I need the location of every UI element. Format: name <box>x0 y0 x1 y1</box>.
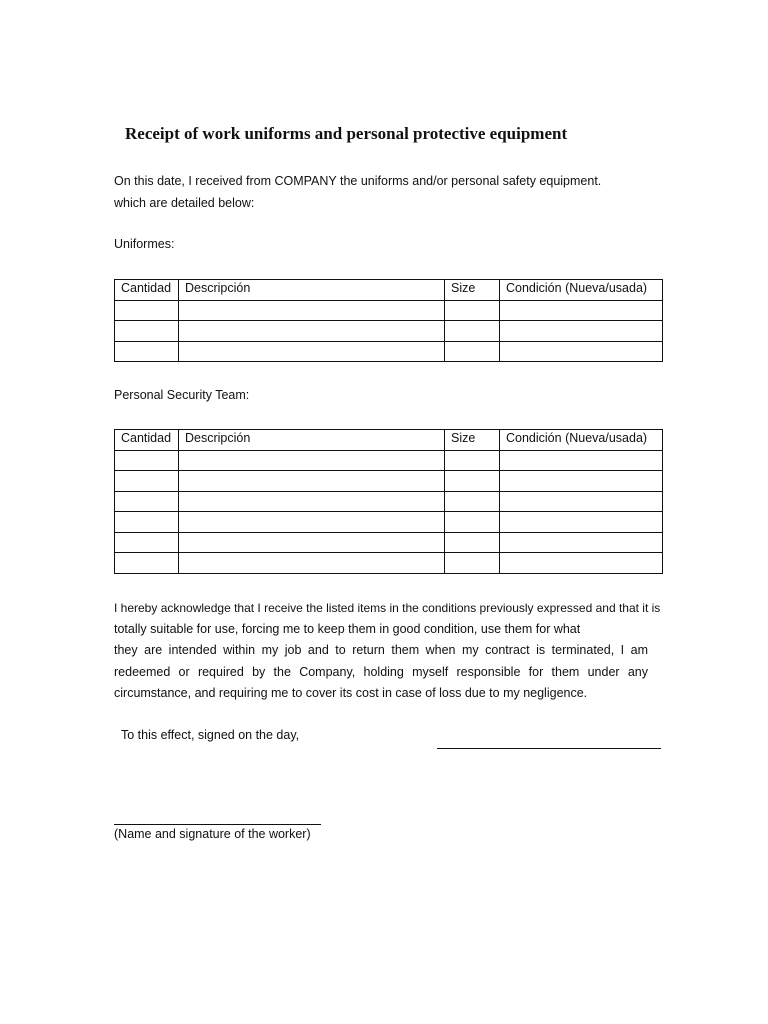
description-cell[interactable] <box>179 512 445 533</box>
table-row <box>115 491 663 512</box>
quantity-cell[interactable] <box>115 491 179 512</box>
intro-line-2: which are detailed below: <box>114 196 255 210</box>
security-equipment-table <box>114 429 663 574</box>
condition-cell[interactable] <box>500 471 663 492</box>
table-row <box>115 532 663 553</box>
quantity-cell[interactable] <box>115 341 179 362</box>
header-description: Descripción <box>179 280 445 301</box>
size-cell[interactable] <box>445 300 500 321</box>
signed-statement: To this effect, signed on the day, <box>121 728 300 742</box>
acknowledgement-paragraph <box>114 598 661 704</box>
date-signature-line[interactable] <box>437 748 661 749</box>
acknowledgement-line: circumstance, and requiring me to cover its cost in case of loss due to my negligence. <box>114 685 588 700</box>
worker-signature-line[interactable] <box>114 824 321 825</box>
table-row <box>115 471 663 492</box>
size-cell[interactable] <box>445 512 500 533</box>
worker-signature-caption: (Name and signature of the worker) <box>114 827 311 841</box>
table-row <box>115 553 663 574</box>
condition-cell[interactable] <box>500 450 663 471</box>
quantity-cell[interactable] <box>115 450 179 471</box>
header-quantity: Cantidad <box>115 280 179 301</box>
description-cell[interactable] <box>179 491 445 512</box>
condition-cell[interactable] <box>500 512 663 533</box>
table-header-row <box>115 430 663 451</box>
description-cell[interactable] <box>179 471 445 492</box>
header-size: Size <box>445 430 500 451</box>
quantity-cell[interactable] <box>115 532 179 553</box>
page-title: Receipt of work uniforms and personal protective equipment <box>125 124 568 143</box>
description-cell[interactable] <box>179 321 445 342</box>
header-quantity: Cantidad <box>115 430 179 451</box>
size-cell[interactable] <box>445 491 500 512</box>
size-cell[interactable] <box>445 450 500 471</box>
table-row <box>115 300 663 321</box>
uniforms-label: Uniformes: <box>114 237 175 251</box>
intro-line-1: On this date, I received from COMPANY the uniforms and/or personal safety equipment. <box>114 174 602 188</box>
condition-cell[interactable] <box>500 300 663 321</box>
header-condition: Condición (Nueva/usada) <box>500 280 663 301</box>
quantity-cell[interactable] <box>115 321 179 342</box>
table-row <box>115 512 663 533</box>
quantity-cell[interactable] <box>115 471 179 492</box>
uniforms-table <box>114 279 663 362</box>
condition-cell[interactable] <box>500 341 663 362</box>
condition-cell[interactable] <box>500 553 663 574</box>
quantity-cell[interactable] <box>115 553 179 574</box>
acknowledgement-line: redeemed or required by the Company, holding myself responsible for them under any <box>114 664 648 679</box>
header-size: Size <box>445 280 500 301</box>
header-description: Descripción <box>179 430 445 451</box>
acknowledgement-line: they are intended within my job and to return them when my contract is terminated, I am <box>114 643 648 658</box>
size-cell[interactable] <box>445 471 500 492</box>
description-cell[interactable] <box>179 553 445 574</box>
table-header-row <box>115 280 663 301</box>
header-condition: Condición (Nueva/usada) <box>500 430 663 451</box>
description-cell[interactable] <box>179 341 445 362</box>
condition-cell[interactable] <box>500 321 663 342</box>
table-row <box>115 321 663 342</box>
quantity-cell[interactable] <box>115 512 179 533</box>
size-cell[interactable] <box>445 321 500 342</box>
condition-cell[interactable] <box>500 532 663 553</box>
description-cell[interactable] <box>179 532 445 553</box>
table-row <box>115 450 663 471</box>
description-cell[interactable] <box>179 300 445 321</box>
condition-cell[interactable] <box>500 491 663 512</box>
size-cell[interactable] <box>445 532 500 553</box>
description-cell[interactable] <box>179 450 445 471</box>
acknowledgement-line: totally suitable for use, forcing me to keep them in good condition, use them for what <box>114 622 581 637</box>
security-label: Personal Security Team: <box>114 388 250 402</box>
quantity-cell[interactable] <box>115 300 179 321</box>
size-cell[interactable] <box>445 341 500 362</box>
acknowledgement-line: I hereby acknowledge that I receive the listed items in the conditions previously expressed and that it is <box>114 601 661 615</box>
table-row <box>115 341 663 362</box>
size-cell[interactable] <box>445 553 500 574</box>
